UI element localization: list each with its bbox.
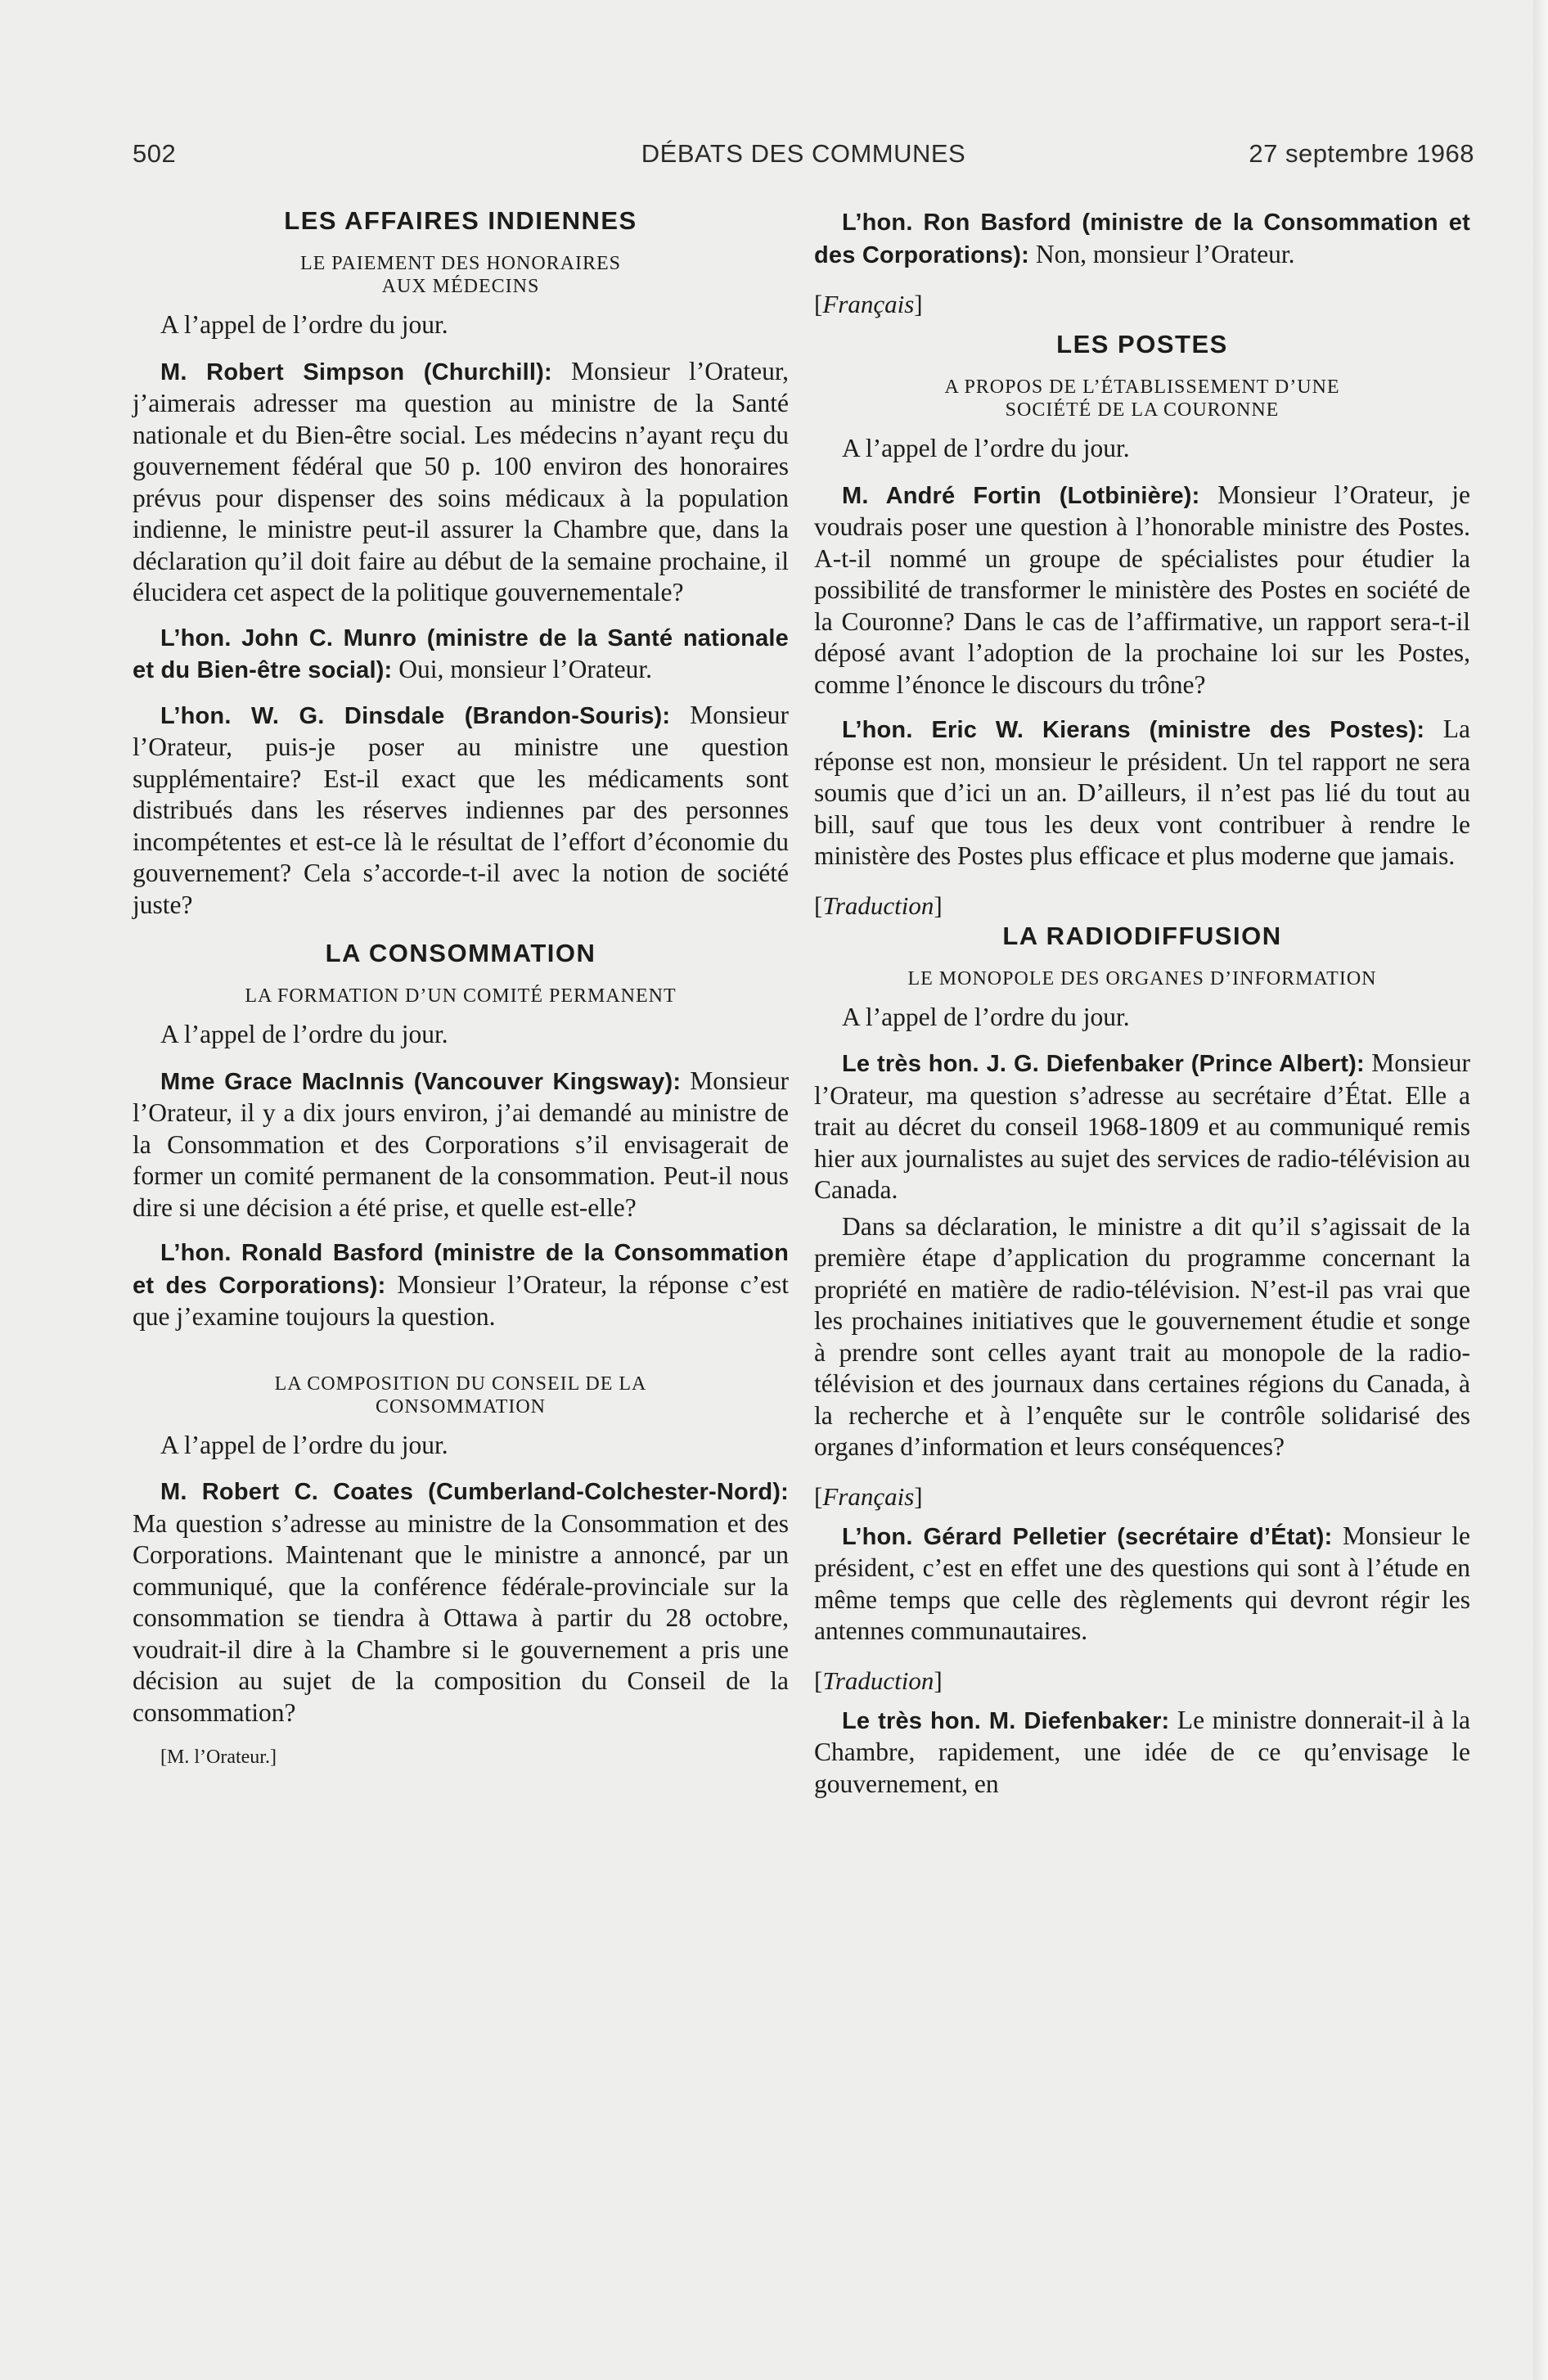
order-of-day: A l’appel de l’ordre du jour.: [160, 310, 448, 339]
speech-diefenbaker-2: [814, 1705, 1470, 1801]
subheading-couronne-l1: A PROPOS DE L’ÉTABLISSEMENT D’UNE: [944, 376, 1340, 398]
language-label: Français: [822, 1481, 915, 1511]
subheading-couronne-l2: SOCIÉTÉ DE LA COURONNE: [1005, 399, 1280, 421]
speaker-name: L’hon. John C. Munro (ministre de la Santé nationale et du Bien-être social):: [133, 624, 789, 683]
speech-text: Monsieur l’Orateur, je voudrais poser une question à l’honorable ministre des Postes. A-t-il nommé un groupe de spécialistes pour étudier la possibilité de transformer le ministère des Postes en société de la Couronne? Dans le cas de l’affirmative, un rapport sera-t-il déposé avant l’adoption de la prochaine loi sur les Postes, comme l’énonce le discours du trône?: [814, 480, 1470, 699]
speaker-name: Mme Grace MacInnis (Vancouver Kingsway):: [160, 1068, 682, 1095]
speaker-name: L’hon. Gérard Pelletier (secrétaire d’État):: [842, 1523, 1333, 1550]
page-header: [133, 139, 1474, 180]
speaker-name: L’hon. W. G. Dinsdale (Brandon-Souris):: [160, 702, 671, 729]
page-number: 502: [133, 139, 177, 168]
speech-macinnis: [133, 1066, 789, 1224]
speech-text: Oui, monsieur l’Orateur.: [398, 655, 652, 683]
right-column: [814, 206, 1470, 1813]
speaker-name: M. Robert Simpson (Churchill):: [160, 358, 552, 385]
section-heading-affaires-indiennes: LES AFFAIRES INDIENNES: [284, 206, 637, 235]
speech-text: Non, monsieur l’Orateur.: [1035, 239, 1295, 268]
speaker-name: L’hon. Ron Basford (ministre de la Consommation et des Corporations):: [814, 210, 1470, 268]
speech-pelletier: [814, 1521, 1470, 1648]
subheading-composition-l2: CONSOMMATION: [375, 1395, 547, 1418]
order-of-day: A l’appel de l’ordre du jour.: [160, 1020, 448, 1048]
section-heading-postes: LES POSTES: [1056, 330, 1228, 358]
speech-dinsdale: [133, 700, 789, 922]
speech-basford: [133, 1237, 789, 1333]
order-of-day: A l’appel de l’ordre du jour.: [842, 434, 1130, 462]
left-column: [133, 206, 789, 1774]
speech-fortin: [814, 480, 1470, 701]
speech-simpson: [133, 356, 789, 609]
language-marker: [Français]: [814, 290, 923, 318]
subheading-comite-permanent: LA FORMATION D’UN COMITÉ PERMANENT: [245, 985, 677, 1007]
footnote-orateur: [M. l’Orateur.]: [160, 1747, 277, 1768]
speech-text: Monsieur l’Orateur, j’aimerais adresser ma question au ministre de la Santé nationale et du Bien-être social. Les médecins n’ayant reçu du gouvernement fédéral que 50 p. 100 environ des honoraires prévus pour dispenser des soins médicaux à la population indienne, le ministre peut-il assurer la Chambre que, dans la déclaration qu’il doit faire au début de la semaine prochaine, il élucidera cet aspect de la politique gouvernementale?: [133, 356, 789, 606]
speech-text: Monsieur le président, c’est en effet une des questions qui sont à l’étude en même temps que celle des règlements qui devront régir les antennes communautaires.: [814, 1521, 1470, 1645]
speech-coates: [133, 1476, 789, 1729]
order-of-day: A l’appel de l’ordre du jour.: [160, 1430, 448, 1459]
speech-text: Monsieur l’Orateur, puis-je poser au ministre une question supplémentaire? Est-il exact que les médicaments sont distribués dans les réserves indiennes par des personnes incompétentes et est-ce là le résultat de l’effort d’économie du gouvernement? Cela s’accorde-t-il avec la notion de société juste?: [133, 700, 789, 919]
section-heading-consommation: LA CONSOMMATION: [325, 939, 596, 967]
subheading-monopole: LE MONOPOLE DES ORGANES D’INFORMATION: [907, 967, 1377, 989]
order-of-day: A l’appel de l’ordre du jour.: [842, 1002, 1130, 1031]
language-marker: [Français]: [814, 1481, 923, 1511]
speaker-name: M. Robert C. Coates (Cumberland-Colchester-Nord):: [160, 1479, 789, 1505]
language-label: Français: [822, 290, 915, 318]
speech-text: Monsieur l’Orateur, ma question s’adresse au secrétaire d’État. Elle a trait au décret du conseil 1968-1809 et au communiqué remis hier aux journalistes au sujet des services de radio-télévision au Canada.: [814, 1048, 1471, 1204]
language-label: Traduction: [822, 890, 934, 920]
speech-kierans: [814, 714, 1470, 872]
speech-text: Monsieur l’Orateur, la réponse c’est que j’examine toujours la question.: [133, 1269, 789, 1331]
running-title: DÉBATS DES COMMUNES: [641, 139, 966, 168]
speaker-name: L’hon. Eric W. Kierans (ministre des Postes):: [842, 717, 1425, 743]
subheading-paiement-l2: AUX MÉDECINS: [381, 276, 540, 297]
speech-text: Ma question s’adresse au ministre de la Consommation et des Corporations. Maintenant que le ministre a annoncé, par un communiqué, que la conférence fédérale-provinciale sur la consommation se tiendra à Ottawa à partir du 28 octobre, voudrait-il dire à la Chambre si le gouvernement a pris une décision au sujet de la composition du Conseil de la consommation?: [133, 1508, 789, 1727]
speech-text: Monsieur l’Orateur, il y a dix jours environ, j’ai demandé au ministre de la Consommation et des Corporations s’il envisagerait de former un comité permanent de la consommation. Peut-il nous dire si une décision a été prise, et quelle est-elle?: [133, 1066, 789, 1222]
speech-text: Le ministre donnerait-il à la Chambre, rapidement, une idée de ce qu’envisage le gouvernement, en: [814, 1705, 1471, 1798]
speaker-name: Le très hon. J. G. Diefenbaker (Prince Albert):: [842, 1051, 1365, 1077]
page-date: 27 septembre 1968: [1249, 139, 1474, 168]
speech-ron-basford: [814, 206, 1470, 271]
speech-diefenbaker: [814, 1048, 1470, 1206]
speaker-name: M. André Fortin (Lotbinière):: [842, 482, 1200, 509]
speech-diefenbaker-continued: Dans sa déclaration, le ministre a dit qu’il s’agissait de la première étape d’application du programme concernant la propriété en matière de radio-télévision. N’est-il pas vrai que les prochaines initiatives que le gouvernement étudie et songe à prendre sont celles ayant trait au monopole de la radio-télévision et des journaux dans certaines régions du Canada, à la recherche et à l’enquête sur le contrôle solidarisé des organes d’information et leurs conséquences?: [814, 1211, 1470, 1461]
language-marker: [Traduction]: [814, 890, 943, 920]
speaker-name: Le très hon. M. Diefenbaker:: [842, 1707, 1170, 1734]
speech-munro: [133, 622, 789, 687]
speaker-name: L’hon. Ronald Basford (ministre de la Consommation et des Corporations):: [133, 1240, 789, 1299]
section-heading-radiodiffusion: LA RADIODIFFUSION: [1002, 921, 1282, 950]
language-marker: [Traduction]: [814, 1666, 943, 1695]
speech-text: La réponse est non, monsieur le président. Un tel rapport ne sera soumis que d’ici un an. D’ailleurs, il n’est pas lié du tout au bill, sauf que tous les deux vont contribuer à rendre le ministère des Postes plus efficace et plus moderne que jamais.: [814, 714, 1471, 870]
subheading-composition-l1: LA COMPOSITION DU CONSEIL DE LA: [274, 1373, 647, 1395]
subheading-paiement-l1: LE PAIEMENT DES HONORAIRES: [299, 253, 622, 274]
language-label: Traduction: [822, 1666, 934, 1695]
